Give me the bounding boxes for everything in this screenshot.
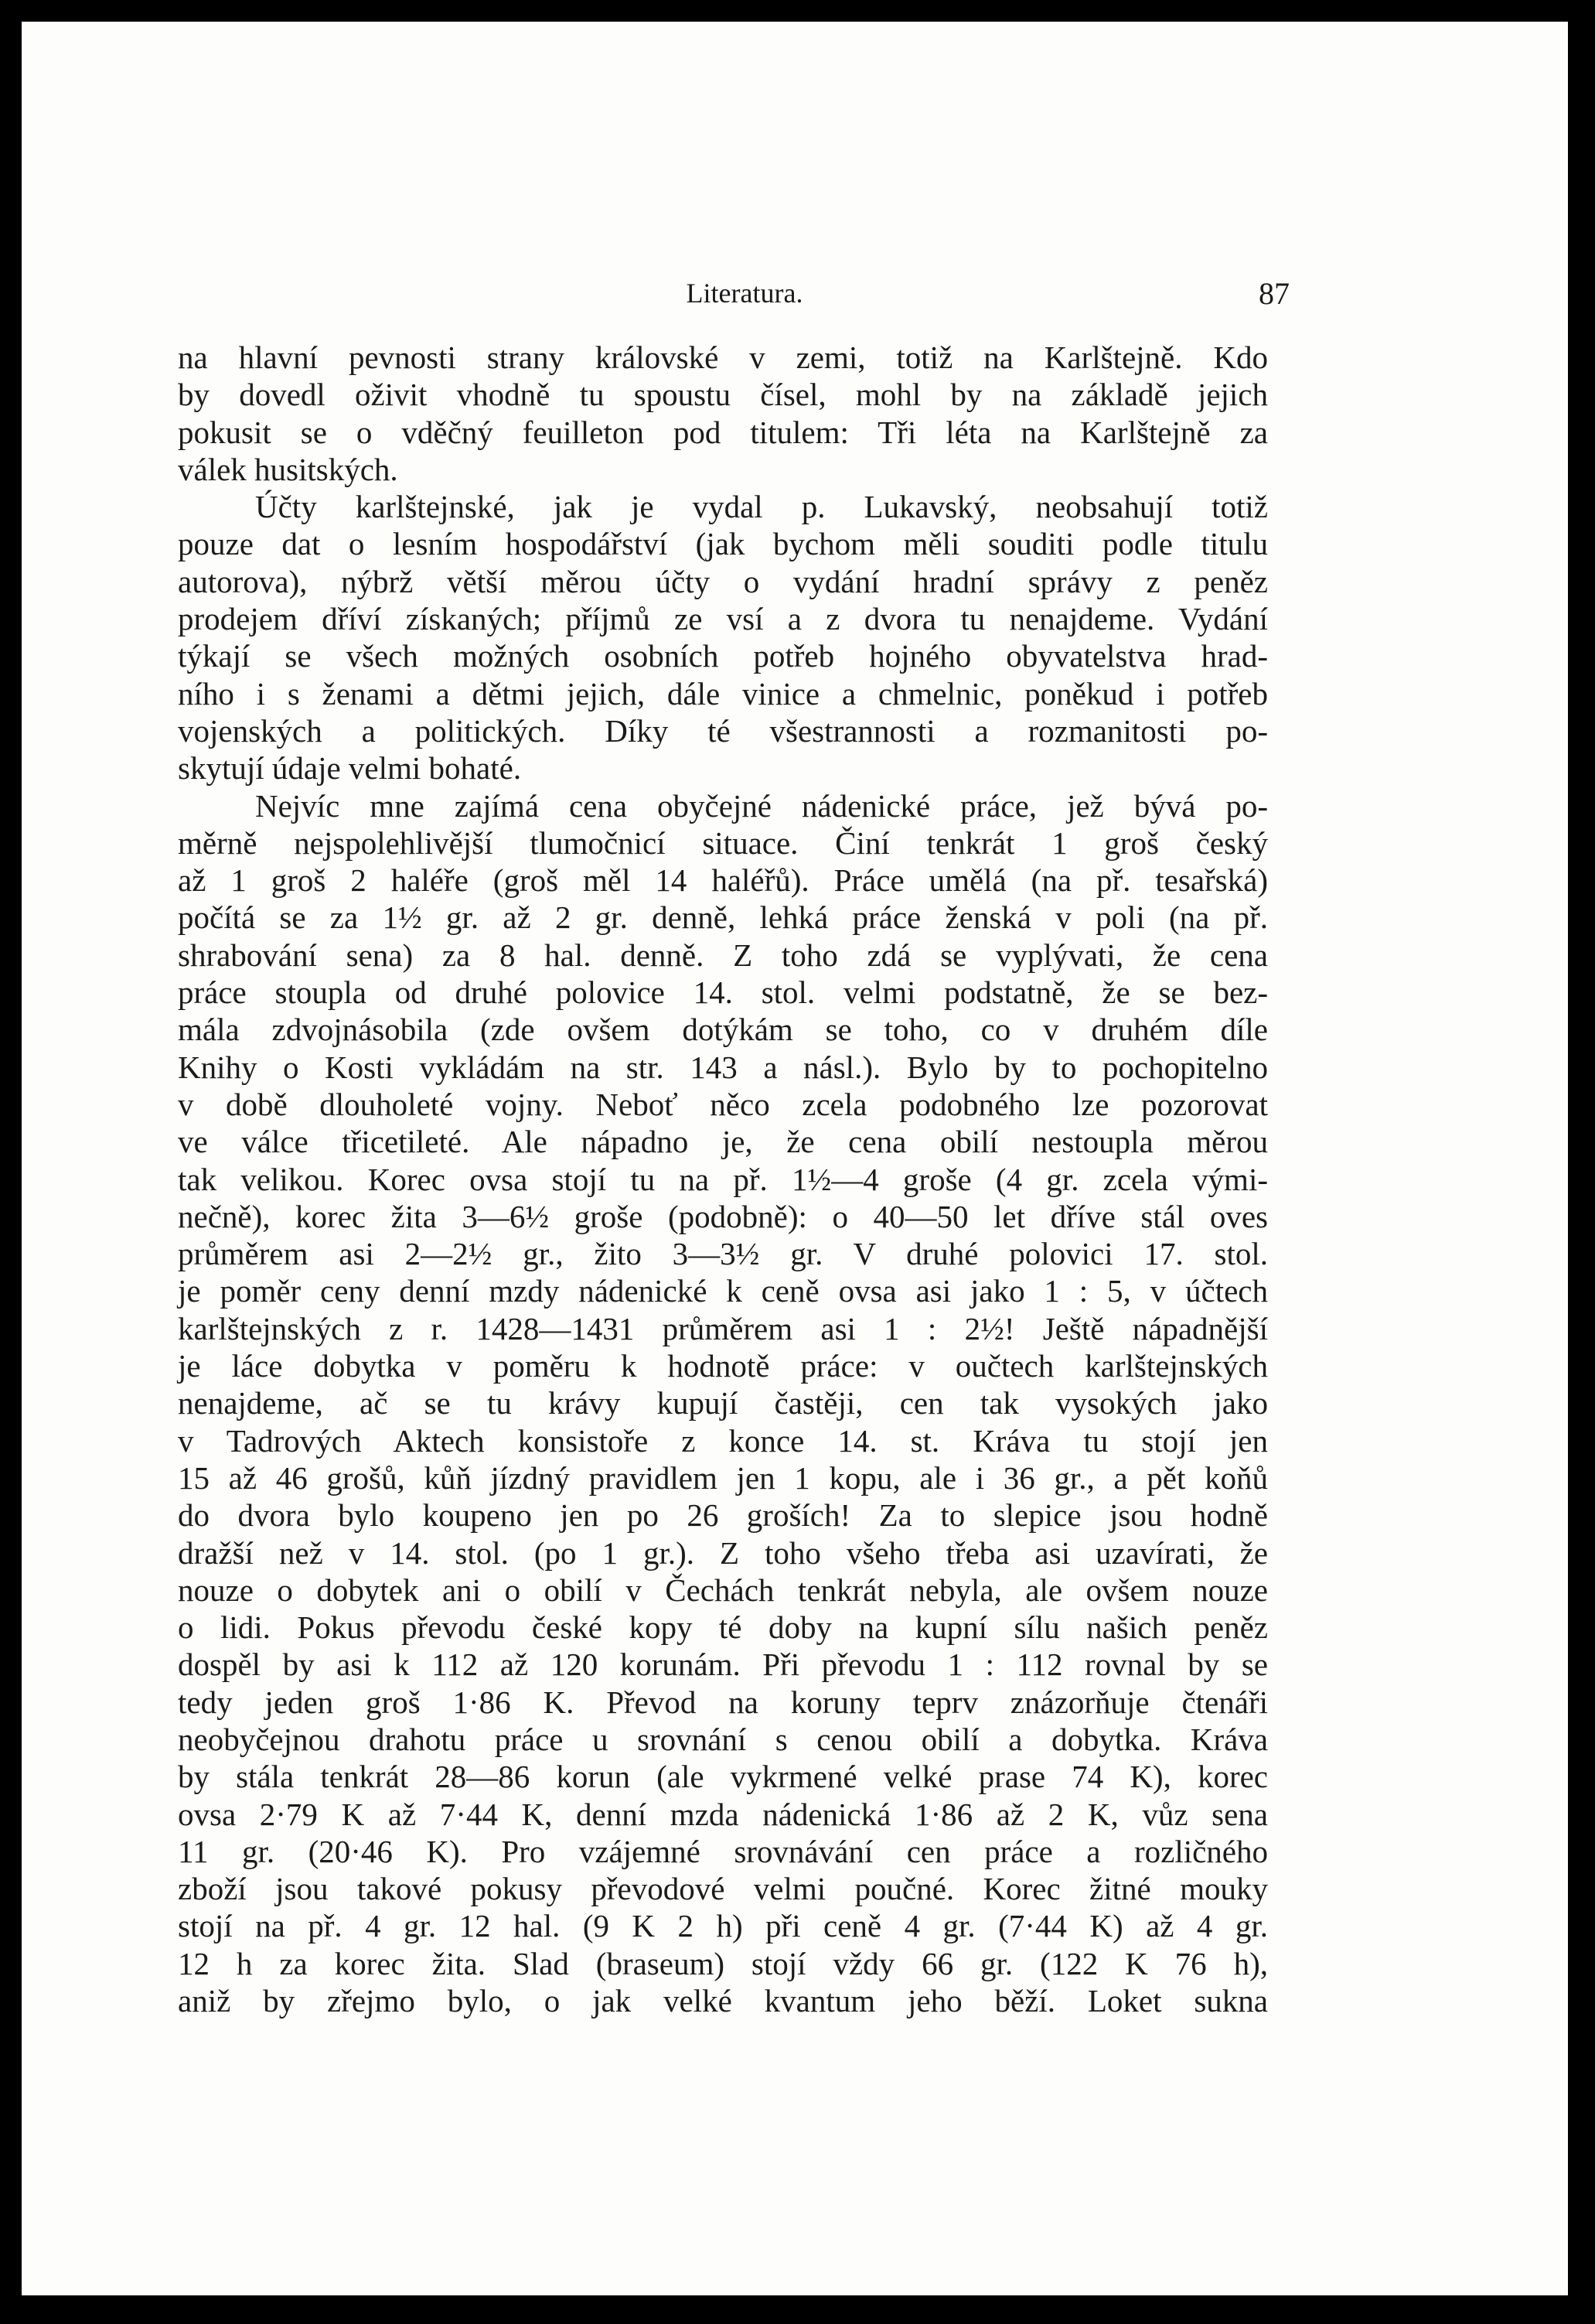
text-line: ovsa 2·79 K až 7·44 K, denní mzda nádenická 1·86 až 2 K, vůz sena xyxy=(178,1796,1268,1832)
text-line: týkají se všech možných osobních potřeb hojného obyvatelstva hrad- xyxy=(178,638,1268,674)
text-line: prodejem dříví získaných; příjmů ze vsí a z dvora tu nenajdeme. Vydání xyxy=(178,601,1268,637)
text-line: 12 h za korec žita. Slad (braseum) stojí vždy 66 gr. (122 K 76 h), xyxy=(178,1945,1268,1981)
text-line: by stála tenkrát 28—86 korun (ale vykrmené velké prase 74 K), korec xyxy=(178,1759,1268,1795)
text-line: neobyčejnou drahotu práce u srovnání s cenou obilí a dobytka. Kráva xyxy=(178,1721,1268,1757)
body-text xyxy=(178,339,1268,2019)
text-line: autorova), nýbrž větší měrou účty o vydání hradní správy z peněz xyxy=(178,563,1268,599)
text-line: by dovedl oživit vhodně tu spoustu čísel, mohl by na základě jejich xyxy=(178,377,1268,413)
text-line: aniž by zřejmo bylo, o jak velké kvantum jeho běží. Loket sukna xyxy=(178,1983,1268,2019)
page-header xyxy=(199,271,1290,314)
text-line: Účty karlštejnské, jak je vydal p. Lukavský, neobsahují totiž xyxy=(255,489,1268,525)
text-line: Nejvíc mne zajímá cena obyčejné nádenické práce, jež bývá po- xyxy=(255,787,1268,824)
running-head: Literatura. xyxy=(686,278,803,309)
text-line: stojí na př. 4 gr. 12 hal. (9 K 2 h) při ceně 4 gr. (7·44 K) až 4 gr. xyxy=(178,1908,1268,1944)
text-line: pokusit se o vděčný feuilleton pod titulem: Tři léta na Karlštejně za xyxy=(178,414,1268,450)
text-line: měrně nejspolehlivější tlumočnicí situace. Činí tenkrát 1 groš český xyxy=(178,824,1268,861)
text-line: válek husitských. xyxy=(178,451,398,487)
text-line: je poměr ceny denní mzdy nádenické k ceně ovsa asi jako 1 : 5, v účtech xyxy=(178,1273,1268,1309)
text-line: tak velikou. Korec ovsa stojí tu na př. 1½—4 groše (4 gr. zcela vými- xyxy=(178,1161,1268,1197)
text-line: zboží jsou takové pokusy převodové velmi poučné. Korec žitné mouky xyxy=(178,1871,1268,1907)
text-line: Knihy o Kosti vykládám na str. 143 a násl.). Bylo by to pochopitelno xyxy=(178,1049,1268,1085)
text-line: skytují údaje velmi bohaté. xyxy=(178,750,522,787)
text-line: je láce dobytka v poměru k hodnotě práce: v oučtech karlštejnských xyxy=(178,1348,1268,1384)
text-line: pouze dat o lesním hospodářství (jak bychom měli souditi podle titulu xyxy=(178,526,1268,562)
page-number: 87 xyxy=(1259,276,1290,311)
text-line: nouze o dobytek ani o obilí v Čechách tenkrát nebyla, ale ovšem nouze xyxy=(178,1572,1268,1608)
text-line: v Tadrových Aktech konsistoře z konce 14. st. Kráva tu stojí jen xyxy=(178,1422,1268,1459)
text-line: práce stoupla od druhé polovice 14. stol. velmi podstatně, že se bez- xyxy=(178,974,1268,1011)
text-line: ního i s ženami a dětmi jejich, dále vinice a chmelnic, poněkud i potřeb xyxy=(178,675,1268,712)
text-line: nenajdeme, ač se tu krávy kupují častěji, cen tak vysokých jako xyxy=(178,1385,1268,1421)
text-line: nečně), korec žita 3—6½ groše (podobně): o 40—50 let dříve stál oves xyxy=(178,1198,1268,1234)
text-line: karlštejnských z r. 1428—1431 průměrem asi 1 : 2½! Ještě nápadnější xyxy=(178,1310,1268,1346)
text-line: dražší než v 14. stol. (po 1 gr.). Z toho všeho třeba asi uzavírati, že xyxy=(178,1534,1268,1571)
text-line: o lidi. Pokus převodu české kopy té doby na kupní sílu našich peněz xyxy=(178,1609,1268,1646)
text-line: ve válce třicetileté. Ale nápadno je, že cena obilí nestoupla měrou xyxy=(178,1124,1268,1160)
text-line: dospěl by asi k 112 až 120 korunám. Při převodu 1 : 112 rovnal by se xyxy=(178,1647,1268,1683)
text-line: počítá se za 1½ gr. až 2 gr. denně, lehká práce ženská v poli (na př. xyxy=(178,899,1268,936)
text-line: 11 gr. (20·46 K). Pro vzájemné srovnávání cen práce a rozličného xyxy=(178,1833,1268,1869)
text-line: průměrem asi 2—2½ gr., žito 3—3½ gr. V druhé polovici 17. stol. xyxy=(178,1236,1268,1272)
text-line: vojenských a politických. Díky té všestrannosti a rozmanitosti po- xyxy=(178,712,1268,749)
text-line: v době dlouholeté vojny. Neboť něco zcela podobného lze pozorovat xyxy=(178,1086,1268,1122)
text-line: na hlavní pevnosti strany královské v zemi, totiž na Karlštejně. Kdo xyxy=(178,340,1268,375)
text-line: 15 až 46 grošů, kůň jízdný pravidlem jen 1 kopu, ale i 36 gr., a pět koňů xyxy=(178,1459,1268,1496)
text-line: mála zdvojnásobila (zde ovšem dotýkám se toho, co v druhém díle xyxy=(178,1012,1268,1048)
text-line: shrabování sena) za 8 hal. denně. Z toho zdá se vyplývati, že cena xyxy=(178,937,1268,973)
text-line: tedy jeden groš 1·86 K. Převod na koruny teprv znázorňuje čtenáři xyxy=(178,1684,1268,1720)
text-line: až 1 groš 2 haléře (groš měl 14 haléřů). Práce umělá (na př. tesařská) xyxy=(178,862,1268,899)
text-line: do dvora bylo koupeno jen po 26 groších! Za to slepice jsou hodně xyxy=(178,1497,1268,1534)
